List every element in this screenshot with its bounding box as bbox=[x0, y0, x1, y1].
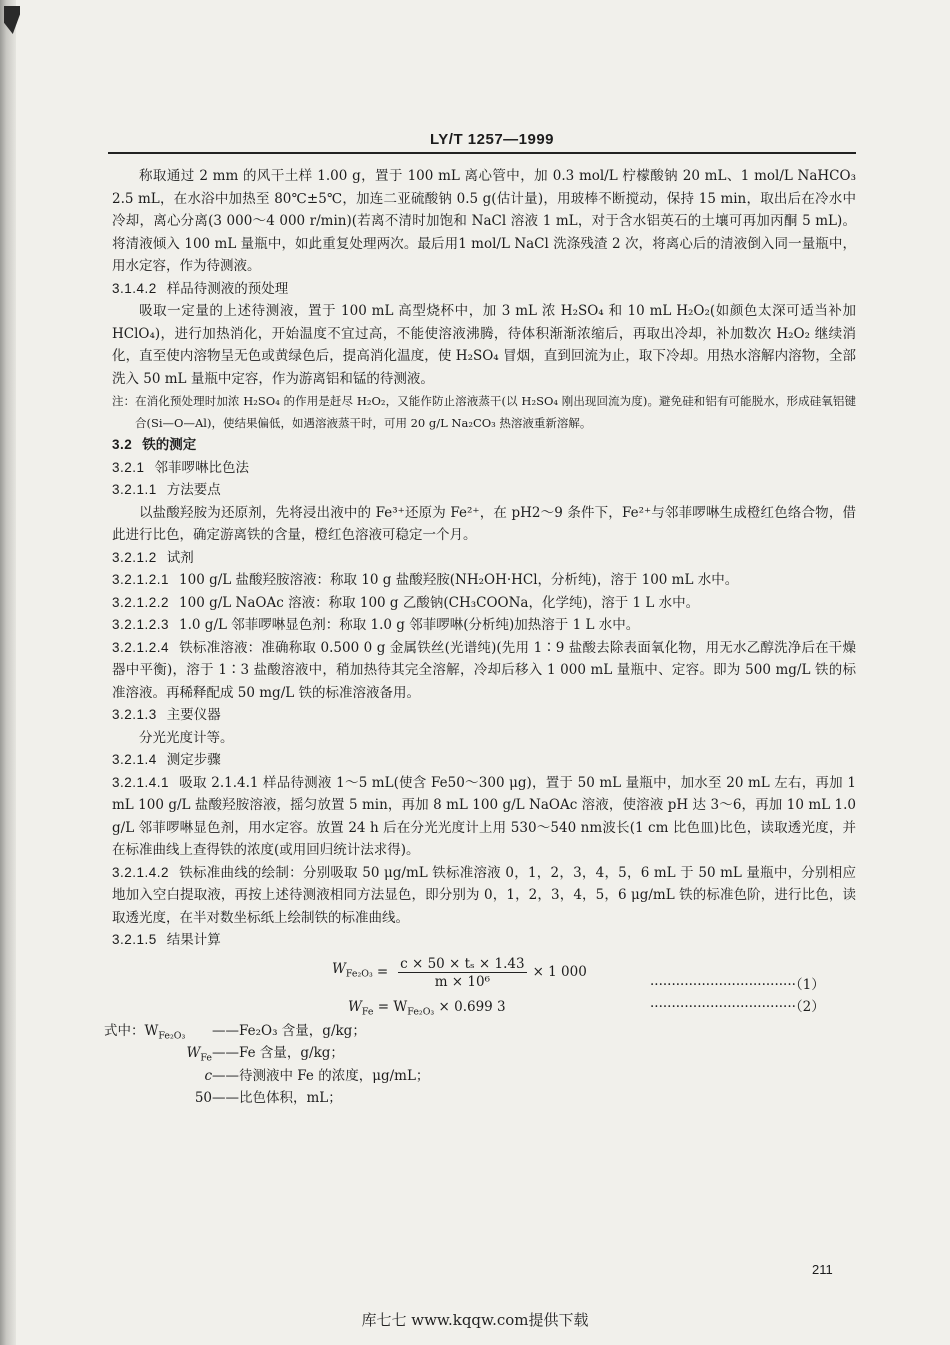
formula-2-tail: × 0.699 3 bbox=[434, 998, 506, 1015]
scan-edge bbox=[0, 0, 16, 1345]
section-3-2-1-1 bbox=[112, 479, 856, 502]
section-number: 3.2 bbox=[112, 437, 133, 452]
formula-subscript: Fe₂O₃ bbox=[407, 1006, 435, 1018]
section-number: 3.2.1.3 bbox=[112, 707, 157, 722]
formula-1-denominator: m × 10⁶ bbox=[434, 973, 490, 990]
section-3-2-1-2-2 bbox=[112, 592, 856, 615]
section-number: 3.2.1.2.1 bbox=[112, 572, 170, 587]
paragraph-pretreatment: 吸取一定量的上述待测液，置于 100 mL 高型烧杯中，加 3 mL 浓 H₂SO₄ 和 10 mL H₂O₂(如颜色太深可适当补加 HClO₄)，进行加热消化，开始温度不宜过高，不能使溶液沸腾，待体积渐渐浓缩后，再取出冷却，补加数次 H₂O₂ 继续消化，直至使内溶物呈无色或黄绿色后，提高消化温度，使 H₂SO₄ 冒烟，直到回流为止，取下冷却。用热水溶解内溶物，全部洗入 50 mL 量瓶中定容，作为游离铝和锰的待测液。 bbox=[112, 303, 856, 387]
download-footer: 库七七 www.kqqw.com提供下载 bbox=[361, 1311, 589, 1329]
section-text: 铁标准溶液：准确称取 0.500 0 g 金属铁丝(光谱纯)(先用 1∶9 盐酸去除表面氧化物，用无水乙醇洗净后在干燥器中平衡)，溶于 1∶3 盐酸溶液中，稍加热待其完全溶解，冷却后移入 1 000 mL 量瓶中、定容。即为 500 mg/L 铁的标准溶液。再稀释配成 50 mg/L 铁的标准溶液备用。 bbox=[112, 639, 856, 701]
paragraph-extraction: 称取通过 2 mm 的风干土样 1.00 g，置于 100 mL 离心管中，加 0.3 mol/L 柠檬酸钠 20 mL、1 mol/L NaHCO₃ 2.5 mL，在水浴中加热至 80℃±5℃，加连二亚硫酸钠 0.5 g(估计量)，用玻棒不断搅动，保持 15 min，取出后在冷水中冷却，离心分离(3 000～4 000 r/min)(若离不清时加饱和 NaCl 溶液 1 mL，对于含水铝英石的土壤可再加丙酮 5 mL)。将清液倾入 100 mL 量瓶中，如此重复处理两次。最后用1 mol/L NaCl 洗涤残渣 2 次，将离心后的清液倒入同一量瓶中，用水定容，作为待测液。 bbox=[112, 168, 856, 274]
formula-subscript: Fe₂O₃ bbox=[345, 969, 373, 981]
section-title: 铁的测定 bbox=[142, 437, 197, 453]
paragraph-instruments: 分光光度计等。 bbox=[139, 729, 234, 746]
definition-desc: ——待测液中 Fe 的浓度，μg/mL； bbox=[212, 1067, 430, 1084]
section-3-2-1-5 bbox=[112, 929, 856, 952]
section-title: 主要仪器 bbox=[166, 707, 221, 723]
section-title: 邻菲啰啉比色法 bbox=[154, 459, 250, 476]
formula-block bbox=[112, 956, 856, 1018]
formula-1 bbox=[332, 956, 587, 990]
section-title: 结果计算 bbox=[166, 932, 221, 948]
definition-desc: ——比色体积，mL； bbox=[212, 1090, 342, 1106]
formula-1-numerator: c × 50 × tₛ × 1.43 bbox=[400, 955, 525, 972]
section-title: 测定步骤 bbox=[166, 752, 221, 768]
section-number: 3.1.4.2 bbox=[112, 280, 157, 296]
section-title: 方法要点 bbox=[166, 482, 221, 498]
section-3-2-1-2-1 bbox=[112, 569, 856, 592]
section-3-2-1-2-3 bbox=[112, 614, 856, 637]
section-3-2-1-2-4 bbox=[112, 637, 856, 705]
formula-subscript: Fe bbox=[361, 1006, 374, 1018]
term-subscript: Fe₂O₃ bbox=[158, 1030, 186, 1042]
section-number: 3.2.1.4.1 bbox=[112, 774, 170, 790]
section-3-2-1-3 bbox=[112, 704, 856, 727]
formula-2-rest: = W bbox=[373, 998, 408, 1015]
term-text: W bbox=[186, 1045, 201, 1061]
formula-1-lhs bbox=[332, 958, 373, 986]
section-3-2-1-4-2 bbox=[112, 862, 856, 930]
section-number: 3.2.1.1 bbox=[112, 482, 157, 497]
section-text: 吸取 2.1.4.1 样品待测液 1～5 mL(使含 Fe50～300 μg)，置于 50 mL 量瓶中，加水至 20 mL 左右，再加 1 mL 100 g/L 盐酸羟胺溶液，摇匀放置 5 min，再加 8 mL 100 g/L NaOAc 溶液，使溶液 pH 达 3～6，再加 10 mL 1.0 g/L 邻菲啰啉显色剂，用水定容。放置 24 h 后在分光光度计上用 530～540 nm波长(1 cm 比色皿)比色，读取透光度，并在标准曲线上查得铁的浓度(或用回归统计法求得)。 bbox=[112, 774, 856, 858]
variable-definitions bbox=[104, 1020, 856, 1110]
definition-term bbox=[112, 1065, 212, 1088]
definition-row bbox=[104, 1020, 856, 1043]
definition-row bbox=[112, 1065, 856, 1088]
section-number: 3.2.1.4.2 bbox=[112, 864, 170, 880]
definition-desc: ——Fe 含量，g/kg； bbox=[212, 1045, 344, 1061]
paragraph-method-principle: 以盐酸羟胺为还原剂，先将浸出液中的 Fe³⁺还原为 Fe²⁺，在 pH2～9 条件下，Fe²⁺与邻菲啰啉生成橙红色络合物，借此进行比色，确定游离铁的含量，橙红色溶液可稳定一个月。 bbox=[112, 504, 856, 543]
section-number: 3.2.1 bbox=[112, 459, 145, 475]
note-pretreatment: 注：在消化预处理时加浓 H₂SO₄ 的作用是赶尽 H₂O₂，又能作防止溶液蒸干(以 H₂SO₄ 刚出现回流为度)。避免硅和铝有可能脱水，形成硅氧铝键合(Si—O—Al)，使结果偏低，如遇溶液蒸干时，可用 20 g/L Na₂CO₃ 热溶液重新溶解。 bbox=[112, 394, 856, 430]
formula-1-fraction bbox=[398, 956, 526, 990]
document-body bbox=[104, 165, 856, 1110]
header-rule bbox=[108, 152, 856, 154]
section-number: 3.2.1.2.3 bbox=[112, 617, 170, 632]
section-number: 3.2.1.2.2 bbox=[112, 594, 170, 610]
formula-1-tail: × 1 000 bbox=[532, 964, 587, 981]
section-text: 100 g/L NaOAc 溶液：称取 100 g 乙酸钠(CH₃COONa，化学纯)，溶于 1 L 水中。 bbox=[179, 594, 700, 611]
section-3-2-1-4-1 bbox=[112, 772, 856, 862]
section-text: 铁标准曲线的绘制：分别吸取 50 μg/mL 铁标准溶液 0，1，2，3，4，5，6 mL 于 50 mL 量瓶中，分别相应地加入空白提取液，再按上述待测液相同方法显色，即分别为 0，1，2，3，4，5，6 μg/mL 铁的标准色阶，进行比色，读取透光度，在半对数坐标纸上绘制铁的标准曲线。 bbox=[112, 864, 856, 926]
page-number: 211 bbox=[812, 1262, 833, 1277]
term-text: c bbox=[204, 1067, 212, 1084]
section-text: 1.0 g/L 邻菲啰啉显色剂：称取 1.0 g 邻菲啰啉(分析纯)加热溶于 1 L 水中。 bbox=[179, 617, 640, 633]
section-title: 样品待测液的预处理 bbox=[166, 280, 289, 297]
section-title: 试剂 bbox=[166, 549, 194, 566]
section-number: 3.2.1.2.4 bbox=[112, 639, 170, 655]
section-number: 3.2.1.5 bbox=[112, 932, 157, 947]
section-3-2-1 bbox=[112, 457, 856, 480]
section-number: 3.2.1.4 bbox=[112, 752, 157, 767]
equals-sign: = bbox=[376, 964, 389, 981]
term-subscript: Fe bbox=[200, 1052, 212, 1064]
formula-symbol: W bbox=[348, 998, 362, 1015]
formula-symbol: W bbox=[332, 961, 346, 978]
definition-row bbox=[112, 1087, 856, 1110]
standard-header: LY/T 1257—1999 bbox=[430, 131, 555, 148]
definition-term: 50 bbox=[194, 1090, 212, 1106]
formula-1-number: ··································（1） bbox=[650, 976, 825, 993]
section-number: 3.2.1.2 bbox=[112, 549, 157, 565]
term-text: 式中：W bbox=[104, 1022, 159, 1039]
definition-desc: ——Fe₂O₃ 含量，g/kg； bbox=[212, 1022, 366, 1039]
section-text: 100 g/L 盐酸羟胺溶液：称取 10 g 盐酸羟胺(NH₂OH·HCl，分析纯)，溶于 100 mL 水中。 bbox=[179, 572, 739, 588]
section-3-2 bbox=[112, 434, 856, 457]
section-3-2-1-2 bbox=[112, 547, 856, 570]
formula-2-number: ··································（2） bbox=[650, 998, 825, 1015]
section-3-1-4-2 bbox=[112, 278, 856, 301]
definition-row bbox=[112, 1042, 856, 1065]
section-3-2-1-4 bbox=[112, 749, 856, 772]
